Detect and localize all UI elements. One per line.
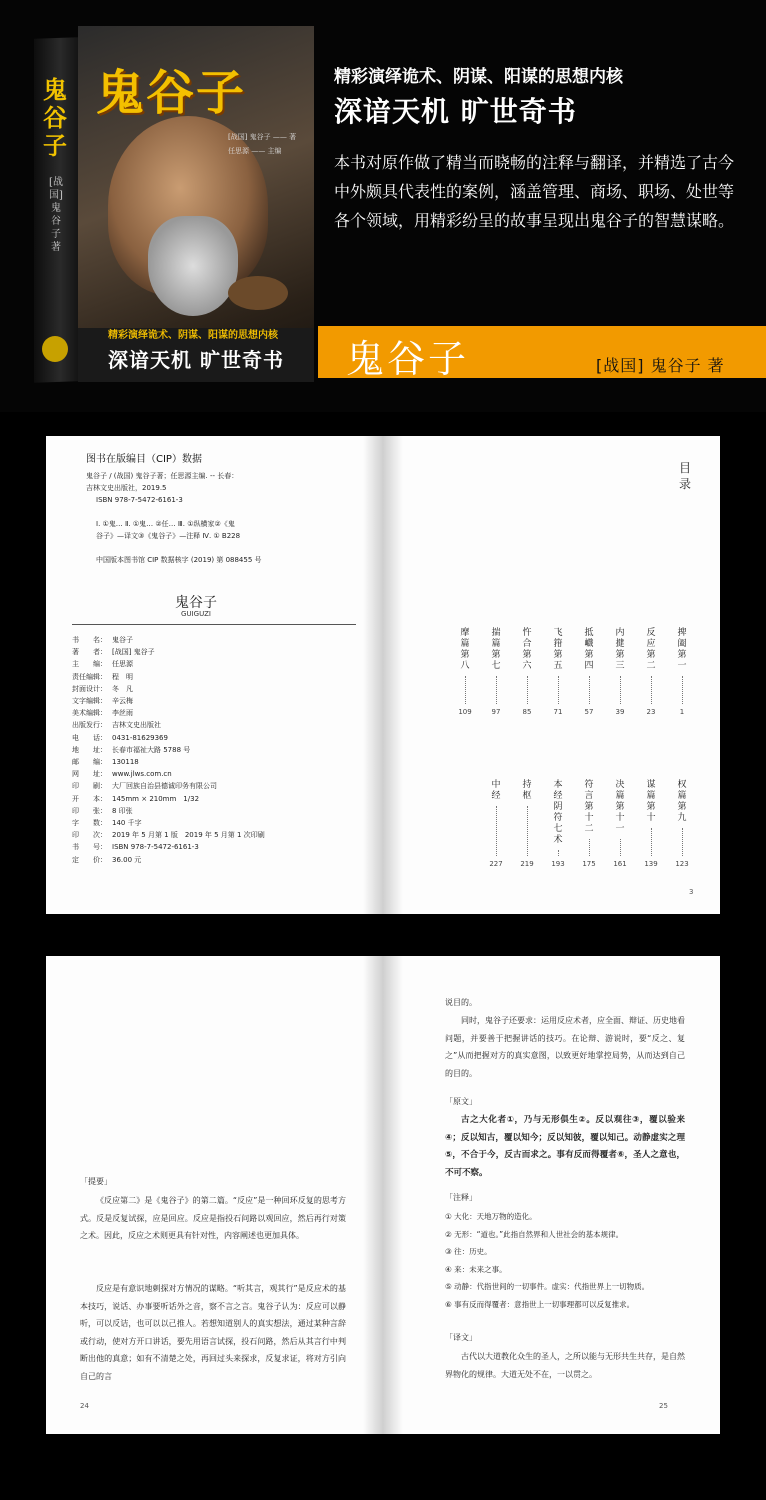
colophon-row [72, 768, 362, 780]
colophon-row [72, 707, 362, 719]
cip-line: 鬼谷子 / (战国) 鬼谷子著；任思源主编. -- 长春： [86, 472, 239, 480]
colophon-key: 网 址： [72, 770, 107, 779]
cip-title: 图书在版编目（CIP）数据 [86, 454, 202, 465]
colophon-value: 冬 凡 [112, 684, 133, 693]
colophon-row [72, 732, 362, 744]
front-title: 鬼谷子 [96, 65, 247, 121]
colophon-key: 邮 编： [72, 758, 107, 767]
toc-entry-page: 123 [675, 860, 689, 868]
note-item: ① 大化：天地万物的造化。 [445, 1212, 537, 1221]
toc-entry[interactable] [644, 780, 658, 868]
divider [72, 624, 356, 625]
colophon-value: 2019 年 5 月第 1 版 2019 年 5 月第 1 次印刷 [112, 831, 265, 840]
toc-entry[interactable] [458, 628, 472, 716]
colophon-key: 定 价： [72, 855, 107, 864]
original-heading: 「原文」 [445, 1097, 477, 1106]
toc-entry-page: 139 [644, 860, 658, 868]
toc-entry-page: 161 [613, 860, 627, 868]
note-item: ② 无形：“道也。”此指自然界和人世社会的基本规律。 [445, 1229, 624, 1239]
title-bar-author: [战国] 鬼谷子 著 [596, 356, 725, 375]
translation-heading: 「译文」 [445, 1333, 477, 1342]
toc-entry-title: 飞箝第五 [553, 628, 563, 671]
toc-entry-title: 中经 [491, 780, 501, 801]
original-text: 古之大化者①，乃与无形俱生②。反以观往③，覆以验来④；反以知古，覆以知今；反以知彼，覆以知己。动静虚实之理⑤，不合于今，反古而求之。事有反而得覆者⑥，圣人之意也，不可不察。 [445, 1115, 685, 1178]
toc-entry[interactable] [613, 628, 627, 716]
colophon-key: 电 话： [72, 733, 107, 742]
toc-leader-dots [496, 676, 497, 704]
toc-entry-page: 97 [491, 708, 501, 716]
colophon-row [72, 841, 362, 853]
cip-page [46, 436, 383, 914]
toc-entry-title: 捭阖第一 [677, 628, 687, 671]
summary-paragraph-2: 反应是有意识地刺探对方情况的谋略。“听其言，观其行”是反应术的基本技巧，说话、办事要听话外之音，察不言之言。鬼谷子认为：反应可以静听，可以反诘，也可以以己推人。若想知道别人的真实想法，通过某种言辞或行动，使对方开口讲话，要先用语言试探，投石问路，然后从其言行中判断出他的真意；如有不清楚之处，再回过头来探求，反复求证，将对方引向自己的言 [80, 1284, 346, 1381]
front-author-line1: [战国] 鬼谷子 —— 著 [228, 133, 297, 141]
toc-entry[interactable] [644, 628, 658, 716]
toc-entry[interactable] [675, 628, 689, 716]
page-gutter-shadow [383, 436, 403, 914]
colophon-value: 36.00 元 [112, 855, 142, 864]
toc-entry-title: 本经阴符七术 [553, 780, 563, 845]
toc-entry-title: 摩篇第八 [460, 628, 470, 671]
title-bar-title: 鬼谷子 [346, 337, 470, 381]
colophon-key: 封面设计： [72, 684, 107, 693]
cip-line: ISBN 978-7-5472-6161-3 [96, 496, 183, 504]
colophon-key: 书 名： [72, 636, 107, 644]
toc-entry-page: 175 [582, 860, 596, 868]
cover-section [0, 0, 766, 412]
colophon-row [72, 780, 362, 792]
toc-leader-dots [651, 676, 652, 704]
colophon-row [72, 805, 362, 817]
colophon-key: 美术编辑： [72, 709, 107, 718]
colophon-row [72, 719, 362, 731]
colophon-value: 大厂回族自治县德诚印务有限公司 [112, 782, 217, 791]
front-author [228, 130, 296, 158]
cip-book-name: 鬼谷子 [175, 595, 217, 611]
page-number: 25 [659, 1402, 668, 1410]
colophon-key: 印 刷： [72, 782, 107, 791]
toc-entry-title: 揣篇第七 [491, 628, 501, 671]
toc-entry-title: 忤合第六 [522, 628, 532, 671]
toc-entry-page: 85 [522, 708, 532, 716]
toc-entry-title: 反应第二 [646, 628, 656, 671]
spine-author: [战国] 鬼谷子 著 [49, 177, 63, 253]
colophon-row [72, 671, 362, 683]
toc-entry[interactable] [551, 780, 565, 868]
toc-leader-dots [527, 806, 528, 856]
colophon-key: 开 本： [72, 794, 107, 803]
cip-line [86, 506, 366, 518]
toc-heading: 目录 [679, 461, 692, 491]
colophon-row [72, 793, 362, 805]
colophon-value: ISBN 978-7-5472-6161-3 [112, 843, 199, 852]
colophon-row [72, 756, 362, 768]
colophon-value: 130118 [112, 758, 139, 767]
colophon-key: 字 数： [72, 819, 107, 828]
toc-leader-dots [589, 676, 590, 704]
promo-description: 本书对原作做了精当而晓畅的注释与翻译，并精选了古今中外颇具代表性的案例，涵盖管理、商场、职场、处世等各个领域，用精彩纷呈的故事呈现出鬼谷子的智慧谋略。 [334, 153, 735, 230]
colophon-row [72, 683, 362, 695]
front-band-title: 深谙天机 旷世奇书 [108, 348, 284, 372]
promo-tagline: 精彩演绎诡术、阴谋、阳谋的思想内核 [334, 67, 623, 87]
toc-page [383, 436, 720, 914]
colophon-key: 著 者： [72, 648, 107, 657]
colophon-row [72, 634, 362, 646]
translation-text: 古代以大道教化众生的圣人，之所以能与无形共生共存，是自然界物化的规律。大道无处不在，一以贯之。 [445, 1352, 685, 1379]
book-cover-image [34, 26, 314, 386]
intro-line-1: 说目的。 [445, 998, 477, 1007]
toc-leader-dots [496, 806, 497, 856]
page-number: 3 [689, 888, 694, 896]
colophon-value: [战国] 鬼谷子 [112, 648, 155, 657]
cip-line: 中国版本图书馆 CIP 数据核字 (2019) 第 088455 号 [96, 556, 262, 564]
summary-heading: 「提要」 [80, 1177, 112, 1186]
toc-entry-page: 193 [551, 860, 565, 868]
toc-entry[interactable] [613, 780, 627, 868]
toc-leader-dots [527, 676, 528, 704]
colophon-value: 0431-81629369 [112, 733, 168, 742]
toc-leader-dots [465, 676, 466, 704]
colophon-value: 吉林文史出版社 [112, 721, 161, 730]
notes-heading: 「注释」 [445, 1193, 477, 1202]
toc-leader-dots [651, 828, 652, 856]
toc-leader-dots [589, 839, 590, 856]
cip-record [86, 470, 366, 566]
toc-entry-title: 持枢 [522, 780, 532, 801]
toc-leader-dots [620, 839, 621, 856]
toc-entry-page: 219 [520, 860, 534, 868]
colophon-key: 印 张： [72, 806, 107, 815]
colophon-key: 印 次： [72, 831, 107, 840]
front-band-subtitle: 精彩演绎诡术、阴谋、阳谋的思想内核 [108, 330, 278, 341]
toc-entry-title: 内揵第三 [615, 628, 625, 671]
colophon-value: 145mm × 210mm 1/32 [112, 794, 200, 803]
toc-entry-page: 23 [646, 708, 656, 716]
note-item: ⑥ 事有反而得覆者：意指世上一切事理都可以反复推求。 [445, 1299, 635, 1309]
toc-entry[interactable] [582, 628, 596, 716]
colophon-row [72, 829, 362, 841]
sage-beard [148, 216, 238, 316]
notes-list [445, 1208, 689, 1313]
toc-entry[interactable] [489, 628, 503, 716]
tortoise-shell-icon [228, 276, 288, 310]
toc-entry-title: 谋篇第十 [646, 780, 656, 823]
page-number: 24 [80, 1402, 89, 1410]
toc-entry[interactable] [551, 628, 565, 716]
promo-headline: 深谙天机 旷世奇书 [334, 95, 577, 128]
toc-entry[interactable] [520, 628, 534, 716]
note-item: ④ 来：未来之事。 [445, 1264, 507, 1274]
colophon-row [72, 854, 362, 866]
toc-entry-title: 抵巇第四 [584, 628, 594, 671]
colophon-value: 鬼谷子 [112, 636, 133, 644]
cip-line [86, 542, 366, 554]
colophon-key: 责任编辑： [72, 672, 107, 681]
toc-entry-title: 权篇第九 [677, 780, 687, 823]
toc-leader-dots [682, 828, 683, 856]
colophon-row [72, 646, 362, 658]
colophon-row [72, 817, 362, 829]
toc-leader-dots [682, 676, 683, 704]
colophon-value: 任思源 [112, 660, 133, 669]
colophon-value: 8 印张 [112, 806, 133, 815]
colophon-value: 程 明 [112, 672, 133, 681]
cip-book-pinyin: GUIGUZI [181, 610, 211, 618]
cip-line: 谷子》—译文③《鬼谷子》—注释 Ⅳ. ① B228 [96, 532, 241, 540]
colophon-list [72, 634, 362, 866]
front-author-line2: 任思源 —— 主编 [228, 147, 282, 155]
toc-entry[interactable] [520, 780, 534, 868]
cip-line: Ⅰ. ①鬼… Ⅱ. ①鬼… ②任… Ⅲ. ①纵横家②《鬼 [96, 520, 235, 528]
colophon-key: 书 号： [72, 843, 107, 852]
right-text-page [383, 956, 720, 1434]
colophon-key: 出版发行： [72, 721, 107, 730]
toc-entry-page: 57 [584, 708, 594, 716]
colophon-key: 地 址： [72, 745, 107, 754]
toc-entry-title: 决篇第十一 [615, 780, 625, 834]
toc-entry[interactable] [675, 780, 689, 868]
left-text-page [46, 956, 383, 1434]
toc-entry-title: 符言第十二 [584, 780, 594, 834]
colophon-row [72, 695, 362, 707]
publisher-logo-icon [42, 336, 68, 362]
toc-entry[interactable] [582, 780, 596, 868]
summary-paragraph-1: 《反应第二》是《鬼谷子》的第二篇。“反应”是一种回环反复的思考方式。反是反复试探，应是回应。反应是指投石问路以观回应，然后再行对策之术。因此，反应之术则更具有针对性，内容阐述也更加具体。 [80, 1196, 346, 1240]
toc-leader-dots [558, 850, 559, 856]
toc-leader-dots [558, 676, 559, 704]
toc-entry-page: 227 [489, 860, 503, 868]
toc-entry-page: 109 [458, 708, 472, 716]
colophon-value: 140 千字 [112, 819, 142, 828]
toc-entry-page: 71 [553, 708, 563, 716]
colophon-key: 文字编辑： [72, 697, 107, 706]
note-item: ③ 往：历史。 [445, 1247, 492, 1256]
colophon-row [72, 744, 362, 756]
page-gutter-shadow [363, 956, 383, 1434]
page-gutter-shadow [383, 956, 403, 1434]
intro-paragraph: 同时，鬼谷子还要求：运用反应术者，应全面、辩证、历史地看问题，并要善于把握讲话的技巧。在论辩、游说时，要“反之、复之”从而把握对方的真实意图，以致更好地掌控局势，从而达到自己的目的。 [445, 1016, 685, 1078]
colophon-value: 长春市福祉大路 5788 号 [112, 745, 191, 754]
spine-title: 鬼谷子 [43, 76, 67, 160]
cip-line: 吉林文史出版社，2019.5 [86, 484, 167, 492]
colophon-value: www.jlws.com.cn [112, 770, 172, 779]
colophon-row [72, 658, 362, 670]
note-item: ⑤ 动静：代指世间的一切事件。虚实：代指世界上一切物质。 [445, 1282, 650, 1291]
page-gutter-shadow [363, 436, 383, 914]
colophon-value: 李丝雨 [112, 709, 133, 718]
toc-entry-page: 39 [615, 708, 625, 716]
colophon-value: 辛云梅 [112, 697, 133, 706]
toc-entry[interactable] [489, 780, 503, 868]
toc-leader-dots [620, 676, 621, 704]
colophon-key: 主 编： [72, 660, 107, 669]
toc-entry-page: 1 [679, 708, 685, 716]
